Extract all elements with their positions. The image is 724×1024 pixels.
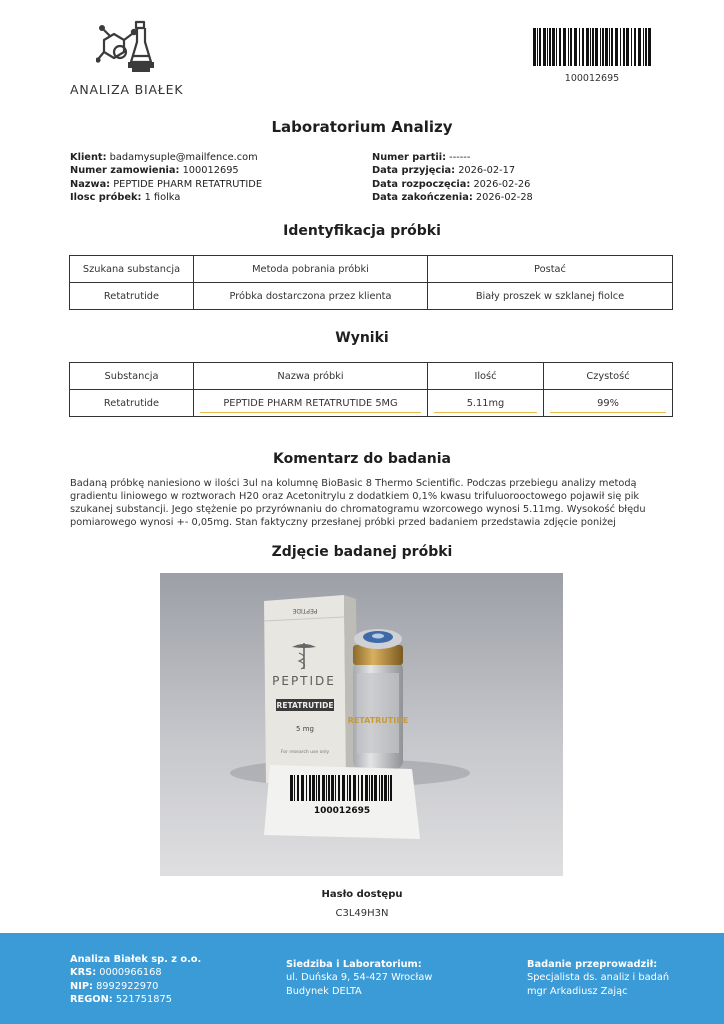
table-cell: Próbka dostarczona przez klienta xyxy=(194,283,428,310)
table-cell: Retatrutide xyxy=(70,283,194,310)
footer-company xyxy=(70,953,201,1006)
krs-label: KRS: xyxy=(70,967,97,979)
table-header-cell: Substancja xyxy=(70,363,194,390)
table-cell: PEPTIDE PHARM RETATRUTIDE 5MG xyxy=(194,390,428,417)
barcode-bar xyxy=(602,28,604,66)
barcode-bar xyxy=(586,28,589,66)
barcode-bar xyxy=(643,28,644,66)
identification-table xyxy=(69,255,673,310)
barcode-bar xyxy=(349,775,351,801)
end-date-label: Data zakończenia: xyxy=(372,191,473,203)
vial-label: RETATRUTIDE xyxy=(347,716,409,725)
barcode-bar xyxy=(379,775,380,801)
barcode-bar xyxy=(312,775,315,801)
photo-heading: Zdjęcie badanej próbki xyxy=(271,544,453,560)
comment-text: Badaną próbkę naniesiono w ilości 3ul na kolumnę BioBasic 8 Thermo Scientific. Podczas przebiegu analizy metodą gradientu liniowego w roztworach H20 oraz Acetonitrylu z dodatkiem 0,1% kwasu trifuluorooctowego pojawił się pik szukanej substancji. Jego stężenie po przyrównaniu do chromatogramu wzorcowego wynosi 5.11mg. Wysokość błędu pomiarowego wynosi +- 0,05mg. Stan faktyczny przesłanej próbki przed badaniem przedstawia zdjęcie poniżej xyxy=(70,478,646,528)
barcode-bar xyxy=(556,28,557,66)
executor-title: Badanie przeprowadził: xyxy=(527,959,658,970)
password-label: Hasło dostępu xyxy=(321,889,403,900)
received-date-value: 2026-02-17 xyxy=(458,165,516,177)
barcode-bar xyxy=(371,775,373,801)
seat-line-1: ul. Duńska 9, 54-427 Wrocław xyxy=(286,972,433,984)
barcode-bar xyxy=(626,28,629,66)
barcode-icon xyxy=(533,28,651,66)
table-row xyxy=(70,283,673,310)
table-header-cell: Czystość xyxy=(544,363,673,390)
barcode-bar xyxy=(390,775,392,801)
paper-number: 100012695 xyxy=(313,806,371,816)
barcode-bar xyxy=(533,28,536,66)
barcode-bar xyxy=(331,775,334,801)
regon-value: 521751875 xyxy=(115,993,172,1005)
table-cell: Biały proszek w szklanej fiolce xyxy=(428,283,673,310)
barcode-bar xyxy=(384,775,387,801)
footer xyxy=(0,933,724,1024)
barcode-bar xyxy=(353,775,356,801)
batch-info xyxy=(372,151,533,204)
nip-value: 8992922970 xyxy=(96,980,159,992)
table-header-row xyxy=(70,363,673,390)
identification-heading: Identyfikacja próbki xyxy=(283,223,441,239)
barcode-bar xyxy=(297,775,299,801)
barcode-bar xyxy=(537,28,538,66)
barcode-bar xyxy=(328,775,330,801)
table-header-cell: Nazwa próbki xyxy=(194,363,428,390)
barcode-bar xyxy=(549,28,551,66)
company-name: Analiza Białek sp. z o.o. xyxy=(70,954,202,965)
barcode-bar xyxy=(634,28,636,66)
barcode-bar xyxy=(365,775,368,801)
start-date-value: 2026-02-26 xyxy=(473,178,531,190)
barcode-bar xyxy=(306,775,307,801)
barcode-bar xyxy=(570,28,572,66)
barcode-bar xyxy=(369,775,370,801)
order-label: Numer zamowienia: xyxy=(70,165,180,177)
results-heading: Wyniki xyxy=(335,330,389,346)
footer-executor xyxy=(527,958,669,998)
executor-line-2: mgr Arkadiusz Zając xyxy=(527,985,628,997)
seat-line-2: Budynek DELTA xyxy=(286,985,362,997)
barcode-bar xyxy=(290,775,293,801)
sample-photo xyxy=(160,573,563,876)
barcode-bar xyxy=(631,28,632,66)
barcode-bar xyxy=(361,775,363,801)
barcode-bar xyxy=(595,28,598,66)
barcode-bar xyxy=(347,775,348,801)
barcode-bar xyxy=(559,28,561,66)
executor-line-1: Specjalista ds. analiz i badań xyxy=(527,972,670,984)
batch-value: ------ xyxy=(449,152,471,163)
barcode-bar xyxy=(294,775,295,801)
barcode-bar xyxy=(623,28,625,66)
barcode-bar xyxy=(539,28,541,66)
results-table xyxy=(69,362,673,417)
name-label: Nazwa: xyxy=(70,178,111,190)
table-cell: 99% xyxy=(544,390,673,417)
barcode-bar xyxy=(611,28,613,66)
client-value: badamysuple@mailfence.com xyxy=(109,152,258,163)
client-info xyxy=(70,151,262,204)
table-row xyxy=(70,390,673,417)
barcode-bar xyxy=(609,28,610,66)
barcode-bar xyxy=(592,28,594,66)
box-small-print: For research use only xyxy=(280,750,330,755)
barcode-number: 100012695 xyxy=(564,73,620,84)
barcode-bar xyxy=(547,28,548,66)
barcode-bar xyxy=(322,775,325,801)
box-top-text: PEPTIDE xyxy=(292,607,318,614)
barcode-bar xyxy=(563,28,566,66)
barcode-bar xyxy=(648,28,651,66)
box-product: RETATRUTIDE xyxy=(276,701,334,710)
name-value: PEPTIDE PHARM RETATRUTIDE xyxy=(113,178,263,190)
barcode-bar xyxy=(574,28,577,66)
barcode-bar xyxy=(590,28,591,66)
start-date-label: Data rozpoczęcia: xyxy=(372,178,471,190)
barcode-bar xyxy=(342,775,345,801)
barcode-bar xyxy=(326,775,327,801)
barcode-bar xyxy=(309,775,311,801)
barcode-bar xyxy=(388,775,389,801)
table-header-cell: Szukana substancja xyxy=(70,256,194,283)
barcode-bar xyxy=(638,28,641,66)
barcode-bar xyxy=(335,775,336,801)
comment-heading: Komentarz do badania xyxy=(272,451,451,467)
regon-label: REGON: xyxy=(70,993,113,1005)
sample-count-label: Ilosc próbek: xyxy=(70,191,142,203)
molecule-flask-logo-icon xyxy=(96,18,160,82)
barcode-bar xyxy=(301,775,304,801)
barcode-bar xyxy=(579,28,580,66)
barcode-bar xyxy=(615,28,618,66)
barcode-bar xyxy=(552,28,555,66)
received-date-label: Data przyjęcia: xyxy=(372,165,456,177)
seat-title: Siedziba i Laboratorium: xyxy=(286,959,422,970)
batch-label: Numer partii: xyxy=(372,152,447,163)
barcode-bar xyxy=(381,775,383,801)
box-dose: 5 mg xyxy=(296,725,314,733)
table-cell: 5.11mg xyxy=(428,390,544,417)
krs-value: 0000966168 xyxy=(99,967,162,979)
barcode-bar xyxy=(543,28,546,66)
barcode-bar xyxy=(338,775,340,801)
table-header-cell: Ilość xyxy=(428,363,544,390)
table-cell: Retatrutide xyxy=(70,390,194,417)
barcode-bar xyxy=(645,28,647,66)
table-header-cell: Metoda pobrania próbki xyxy=(194,256,428,283)
barcode-bar xyxy=(582,28,584,66)
order-value: 100012695 xyxy=(182,165,239,177)
barcode-bar xyxy=(374,775,377,801)
barcode-bar xyxy=(620,28,621,66)
barcode-bar xyxy=(568,28,569,66)
password-value: C3L49H3N xyxy=(335,908,389,919)
table-header-cell: Postać xyxy=(428,256,673,283)
logo-text: ANALIZA BIAŁEK xyxy=(70,82,184,97)
footer-address xyxy=(286,958,432,998)
barcode-bar xyxy=(318,775,320,801)
end-date-value: 2026-02-28 xyxy=(475,191,533,203)
nip-label: NIP: xyxy=(70,980,93,992)
page-title: Laboratorium Analizy xyxy=(271,118,453,136)
client-label: Klient: xyxy=(70,152,107,163)
barcode-bar xyxy=(600,28,601,66)
sample-count-value: 1 fiolka xyxy=(144,191,181,203)
barcode-bar xyxy=(605,28,608,66)
barcode-bar xyxy=(358,775,359,801)
box-brand: PEPTIDE xyxy=(272,674,336,688)
barcode-bar xyxy=(316,775,317,801)
table-header-row xyxy=(70,256,673,283)
